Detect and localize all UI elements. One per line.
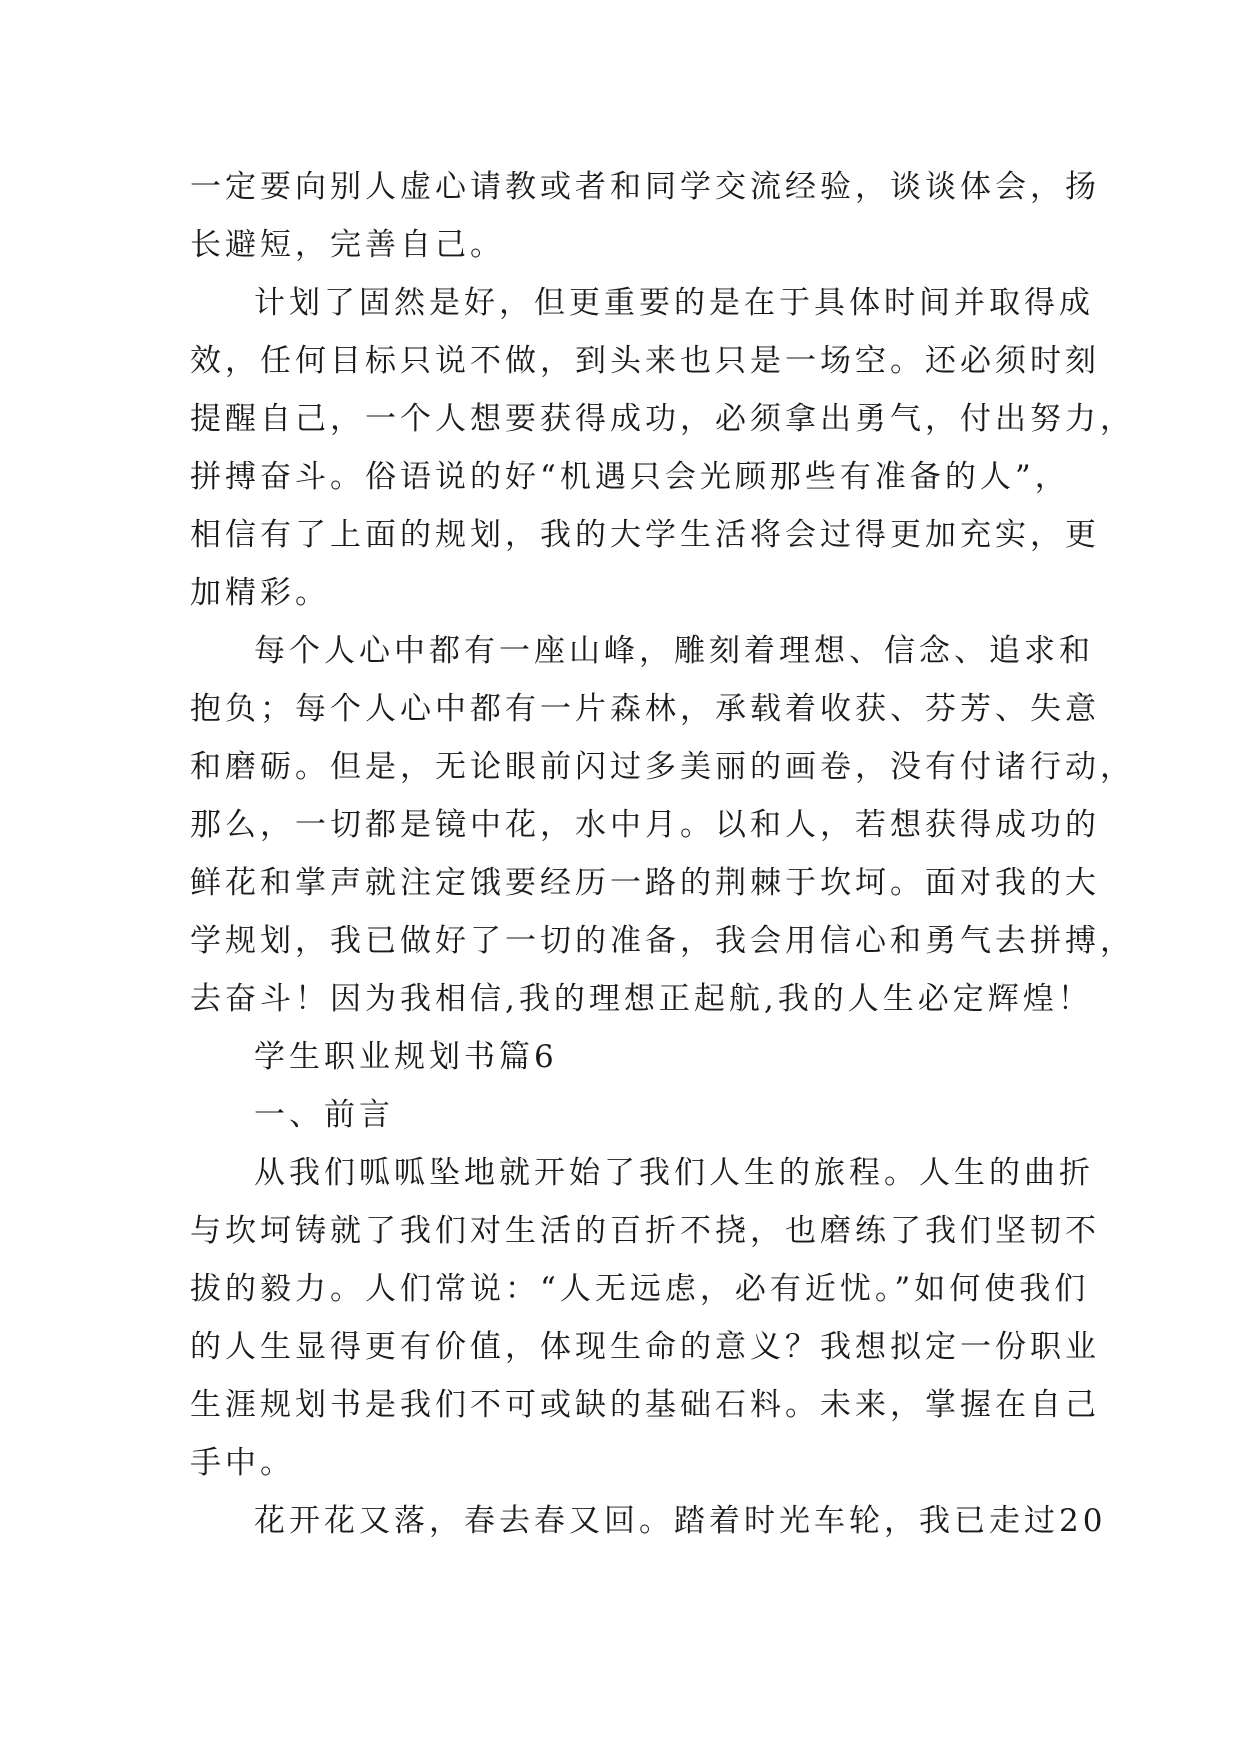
subsection-heading: 一、前言 [254, 1097, 394, 1133]
text-line: 手中。 [190, 1445, 295, 1481]
text-line: 的人生显得更有价值，体现生命的意义？我想拟定一份职业 [190, 1329, 1100, 1365]
text-line: 加精彩。 [190, 575, 330, 611]
text-line: 效，任何目标只说不做，到头来也只是一场空。还必须时刻 [190, 343, 1100, 379]
text-line: 长避短，完善自己。 [190, 227, 505, 263]
document-page [190, 158, 1135, 1550]
text-line: 拼搏奋斗。俗语说的好“机遇只会光顾那些有准备的人”， [190, 459, 1070, 495]
text-line: 去奋斗！因为我相信,我的理想正起航,我的人生必定辉煌！ [190, 981, 1093, 1017]
paragraph-start-line: 花开花又落，春去春又回。踏着时光车轮，我已走过20 [254, 1503, 1107, 1539]
text-line: 提醒自己，一个人想要获得成功，必须拿出勇气，付出努力， [190, 401, 1135, 437]
text-line: 鲜花和掌声就注定饿要经历一路的荆棘于坎坷。面对我的大 [190, 865, 1100, 901]
paragraph-start-line: 每个人心中都有一座山峰，雕刻着理想、信念、追求和 [254, 633, 1094, 669]
paragraph-start-line: 计划了固然是好，但更重要的是在于具体时间并取得成 [254, 285, 1094, 321]
text-line: 学规划，我已做好了一切的准备，我会用信心和勇气去拼搏， [190, 923, 1135, 959]
text-line: 与坎坷铸就了我们对生活的百折不挠，也磨练了我们坚韧不 [190, 1213, 1100, 1249]
text-line: 相信有了上面的规划，我的大学生活将会过得更加充实，更 [190, 517, 1100, 553]
text-line: 一定要向别人虚心请教或者和同学交流经验，谈谈体会，扬 [190, 169, 1100, 205]
text-line: 生涯规划书是我们不可或缺的基础石料。未来，掌握在自己 [190, 1387, 1100, 1423]
section-heading: 学生职业规划书篇6 [254, 1039, 558, 1075]
paragraph-start-line: 从我们呱呱坠地就开始了我们人生的旅程。人生的曲折 [254, 1155, 1094, 1191]
text-line: 和磨砺。但是，无论眼前闪过多美丽的画卷，没有付诸行动， [190, 749, 1135, 785]
text-line: 拔的毅力。人们常说：“人无远虑，必有近忧。”如何使我们 [190, 1271, 1090, 1307]
text-line: 抱负；每个人心中都有一片森林，承载着收获、芬芳、失意 [190, 691, 1100, 727]
text-line: 那么，一切都是镜中花，水中月。以和人，若想获得成功的 [190, 807, 1100, 843]
